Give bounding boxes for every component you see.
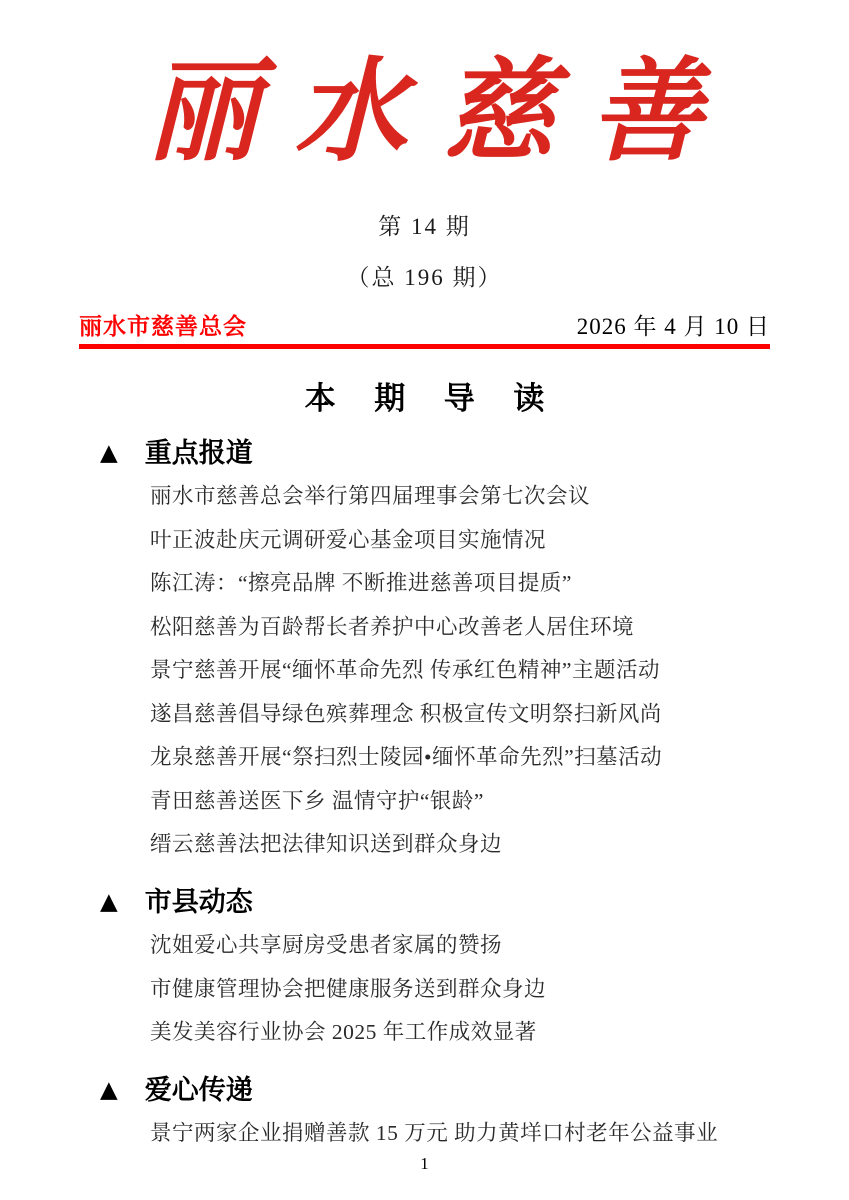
publication-header <box>79 314 770 339</box>
toc-item: 缙云慈善法把法律知识送到群众身边 <box>150 832 503 857</box>
section-heading-label: 爱心传递 <box>144 1074 253 1105</box>
triangle-bullet-icon: ▲ <box>100 440 118 467</box>
section-city-county-news <box>79 881 770 1055</box>
section-heading-city-county-news <box>100 881 770 924</box>
toc-item: 美发美容行业协会 2025 年工作成效显著 <box>150 1020 537 1045</box>
page-number: 1 <box>420 1154 429 1173</box>
triangle-bullet-icon: ▲ <box>100 1076 118 1103</box>
toc-item: 陈江涛：“擦亮品牌 不断推进慈善项目提质” <box>150 571 572 596</box>
section-love-relay <box>79 1069 770 1156</box>
publication-date: 2026 年 4 月 10 日 <box>576 314 770 339</box>
toc-item: 青田慈善送医下乡 温情守护“银龄” <box>150 788 484 813</box>
section-heading-label: 市县动态 <box>144 886 253 917</box>
section-heading-love-relay <box>100 1069 770 1112</box>
toc-item: 遂昌慈善倡导绿色殡葬理念 积极宣传文明祭扫新风尚 <box>150 701 662 726</box>
toc-item: 丽水市慈善总会举行第四届理事会第七次会议 <box>150 484 591 509</box>
section-heading-label: 重点报道 <box>144 438 253 469</box>
toc-title: 本 期 导 读 <box>304 381 560 417</box>
issue-number: 第 14 期 <box>378 214 471 239</box>
toc-item: 景宁慈善开展“缅怀革命先烈 传承红色精神”主题活动 <box>150 658 660 683</box>
publisher-name: 丽水市慈善总会 <box>79 313 247 339</box>
triangle-bullet-icon: ▲ <box>100 889 118 916</box>
masthead-title: 丽水慈善 <box>146 46 739 177</box>
toc-item: 市健康管理协会把健康服务送到群众身边 <box>150 976 547 1001</box>
issue-total-number: （总 196 期） <box>346 265 503 290</box>
toc-item: 松阳慈善为百龄帮长者养护中心改善老人居住环境 <box>150 614 635 639</box>
toc-item: 叶正波赴庆元调研爱心基金项目实施情况 <box>150 527 547 552</box>
section-heading-key-reports <box>100 432 770 475</box>
header-divider-rule <box>79 344 770 349</box>
toc-item: 沈姐爱心共享厨房受患者家属的赞扬 <box>150 933 503 958</box>
toc-item: 景宁两家企业捐赠善款 15 万元 助力黄垟口村老年公益事业 <box>150 1120 719 1145</box>
section-key-reports <box>79 432 770 867</box>
toc-item: 龙泉慈善开展“祭扫烈士陵园•缅怀革命先烈”扫墓活动 <box>150 745 663 770</box>
